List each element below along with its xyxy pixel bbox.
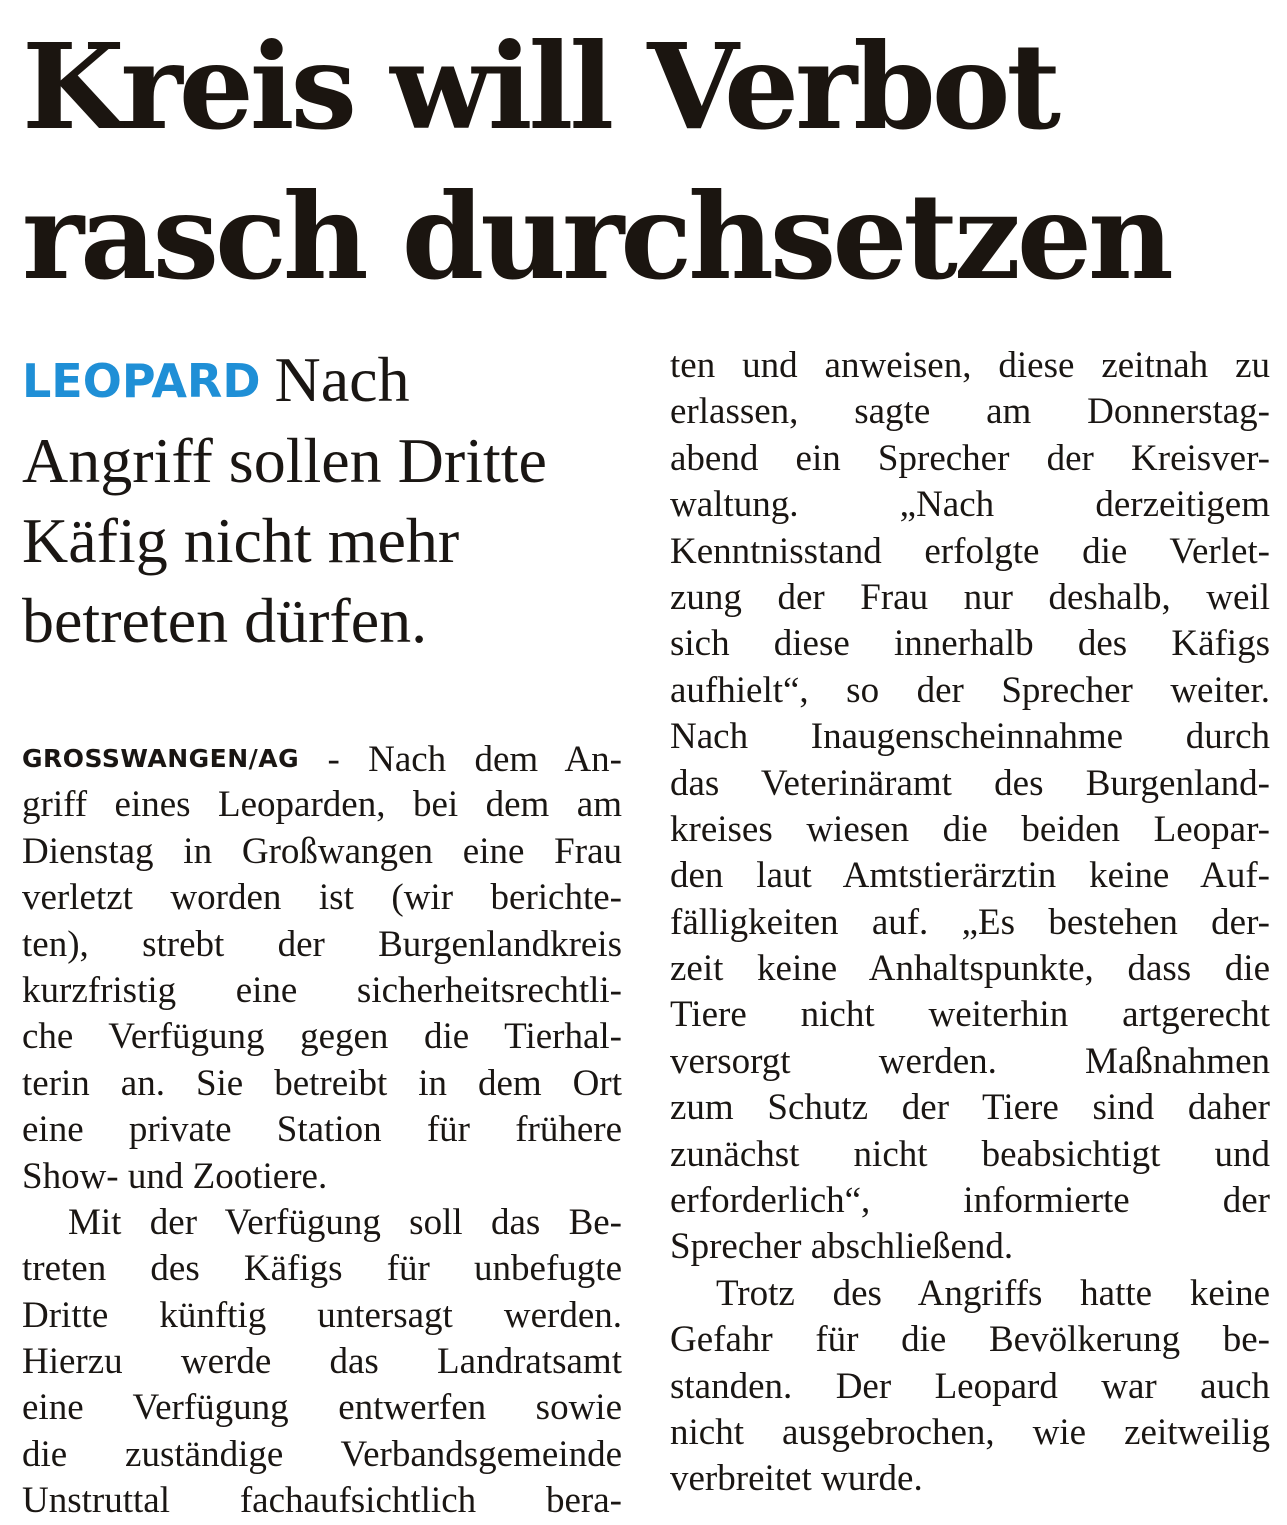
kicker-label: LEOPARD (22, 354, 261, 408)
text-line: Gefahr für die Bevölkerung be- (670, 1319, 1270, 1361)
text-line: erlassen, sagte am Donnerstag- (670, 391, 1270, 433)
text-line: GROSSWANGEN/AG - Nach dem An- (22, 739, 622, 780)
text-line: verletzt worden ist (wir berichte- (22, 877, 622, 919)
text-line: ten), strebt der Burgenlandkreis (22, 923, 622, 965)
text-line: das Veterinäramt des Burgenland- (670, 762, 1270, 804)
text-line: zum Schutz der Tiere sind daher (670, 1087, 1270, 1129)
article-column-right (670, 343, 1270, 1503)
teaser (22, 340, 622, 661)
text-line: Mit der Verfügung soll das Be- (68, 1201, 622, 1243)
text-line: treten des Käfigs für unbefugte (22, 1248, 622, 1290)
text-line: nicht ausgebrochen, wie zeitweilig (670, 1411, 1270, 1453)
text-line: erforderlich“, informierte der (670, 1180, 1270, 1222)
text-line: den laut Amtstierärztin keine Auf- (670, 855, 1270, 897)
text-line: zunächst nicht beabsichtigt und (670, 1133, 1270, 1175)
text-line: abend ein Sprecher der Kreisver- (670, 437, 1270, 479)
text-line: eine Verfügung entwerfen sowie (22, 1387, 622, 1429)
text-line: Kenntnisstand erfolgte die Verlet- (670, 530, 1270, 572)
text-line: terin an. Sie betreibt in dem Ort (22, 1062, 622, 1104)
text-line: versorgt werden. Maßnahmen (670, 1040, 1270, 1082)
text-line: Tiere nicht weiterhin artgerecht (670, 994, 1270, 1036)
dateline: GROSSWANGEN/AG (22, 744, 300, 773)
paragraph-2-continued (670, 343, 1270, 1271)
headline-line-1: Kreis will Verbot (22, 17, 1057, 156)
teaser-line-4: betreten dürfen. (22, 585, 428, 656)
text-line: Dienstag in Großwangen eine Frau (22, 830, 622, 872)
article-column-left (22, 340, 622, 1525)
text-line: fälligkeiten auf. „Es bestehen der- (670, 901, 1270, 943)
text-line: eine private Station für frühere (22, 1109, 622, 1151)
teaser-line-1-text: Nach (274, 344, 410, 415)
article-body-left (22, 736, 622, 1525)
text-line: Trotz des Angriffs hatte keine (716, 1272, 1270, 1314)
text-line: standen. Der Leopard war auch (670, 1365, 1270, 1407)
text-line: griff eines Leoparden, bei dem am (22, 784, 622, 826)
text-line: verbreitet wurde. (670, 1458, 923, 1500)
text-line: zeit keine Anhaltspunkte, dass die (670, 948, 1270, 990)
text-line: aufhielt“, so der Sprecher weiter. (670, 669, 1270, 711)
teaser-line-2: Angriff sollen Dritte (22, 425, 547, 496)
text-line: Dritte künftig untersagt werden. (22, 1294, 622, 1336)
article-body-right (670, 343, 1270, 1503)
paragraph-2 (22, 1200, 622, 1525)
paragraph-3 (670, 1271, 1270, 1503)
text-line: Show- und Zootiere. (22, 1155, 328, 1197)
headline-line-2: rasch durchsetzen (22, 167, 1170, 306)
text-line: sich diese innerhalb des Käfigs (670, 623, 1270, 665)
text-line: Sprecher abschließend. (670, 1226, 1014, 1268)
text-line: kurzfristig eine sicherheitsrechtli- (22, 969, 622, 1011)
text-line: die zuständige Verbandsgemeinde (22, 1433, 622, 1475)
teaser-line-1 (22, 340, 622, 421)
teaser-line-3: Käfig nicht mehr (22, 505, 460, 576)
text-line: kreises wiesen die beiden Leopar- (670, 808, 1270, 850)
paragraph-1 (22, 736, 622, 1200)
text-line: Hierzu werde das Landratsamt (22, 1341, 622, 1383)
text-line: waltung. „Nach derzeitigem (670, 484, 1270, 526)
text-line: Nach Inaugenscheinnahme durch (670, 716, 1270, 758)
headline (22, 12, 1272, 312)
text-line: che Verfügung gegen die Tierhal- (22, 1016, 622, 1058)
text-line: ten und anweisen, diese zeitnah zu (670, 345, 1270, 386)
text-line: Unstruttal fachaufsichtlich bera- (22, 1480, 622, 1522)
text-line: zung der Frau nur deshalb, weil (670, 576, 1270, 618)
